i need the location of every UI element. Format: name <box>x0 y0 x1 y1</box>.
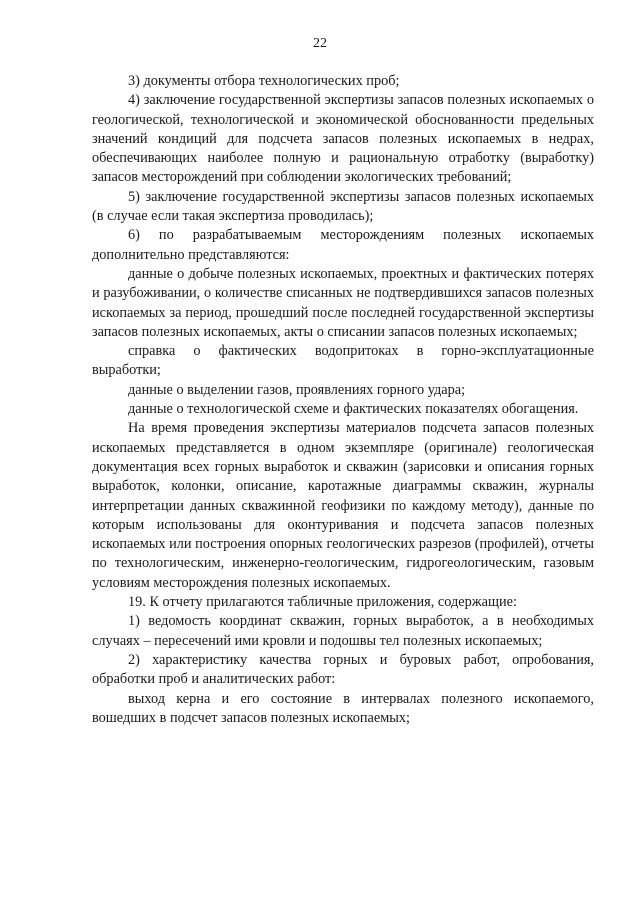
paragraph: На время проведения экспертизы материалов подсчета запасов полезных ископаемых представляется в одном экземпляре (оригинале) геологическая документация всех горных выработок и скважин (зарисовки и описания горных выработок, колонки, описание, каротажные диаграммы скважин, журналы интерпретации данных скважинной геофизики по каждому методу), данные по которым использованы для оконтуривания и подсчета запасов полезных ископаемых или построения опорных геологических разрезов (профилей), отчеты по технологическим, инженерно-геологическим, гидрогеологическим, газовым условиям месторождения полезных ископаемых. <box>92 420 594 591</box>
page-number: 22 <box>313 36 327 51</box>
paragraph: 1) ведомость координат скважин, горных выработок, а в необходимых случаях – пересечений ими кровли и подошвы тел полезных ископаемых; <box>92 613 594 649</box>
document-body <box>92 72 594 728</box>
paragraph: данные о выделении газов, проявлениях горного удара; <box>128 381 466 398</box>
paragraph: 6) по разрабатываемым месторождениям полезных ископаемых дополнительно представляются: <box>92 227 594 263</box>
paragraph: 4) заключение государственной экспертизы запасов полезных ископаемых о геологической, технологической и экономической обоснованности предельных значений кондиций для подсчета запасов полезных ископаемых в недрах, обеспечивающих наиболее полную и рациональную отработку (выработку) запасов месторождений при соблюдении экологических требований; <box>92 92 594 186</box>
paragraph: данные о добыче полезных ископаемых, проектных и фактических потерях и разубоживании, о количестве списанных не подтвердившихся запасов полезных ископаемых за период, прошедший после последней государственной экспертизы запасов полезных ископаемых, акты о списании запасов полезных ископаемых; <box>92 265 594 340</box>
paragraph: 19. К отчету прилагаются табличные приложения, содержащие: <box>128 594 517 611</box>
paragraph: справка о фактических водопритоках в горно-эксплуатационные выработки; <box>92 343 594 379</box>
paragraph: 5) заключение государственной экспертизы запасов полезных ископаемых (в случае если такая экспертиза проводилась); <box>92 188 594 225</box>
paragraph: 2) характеристику качества горных и буровых работ, опробования, обработки проб и аналитических работ: <box>92 651 594 688</box>
paragraph: данные о технологической схеме и фактических показателях обогащения. <box>128 401 579 418</box>
paragraph: выход керна и его состояние в интервалах полезного ископаемого, вошедших в подсчет запасов полезных ископаемых; <box>92 690 594 726</box>
paragraph: 3) документы отбора технологических проб; <box>128 73 400 89</box>
